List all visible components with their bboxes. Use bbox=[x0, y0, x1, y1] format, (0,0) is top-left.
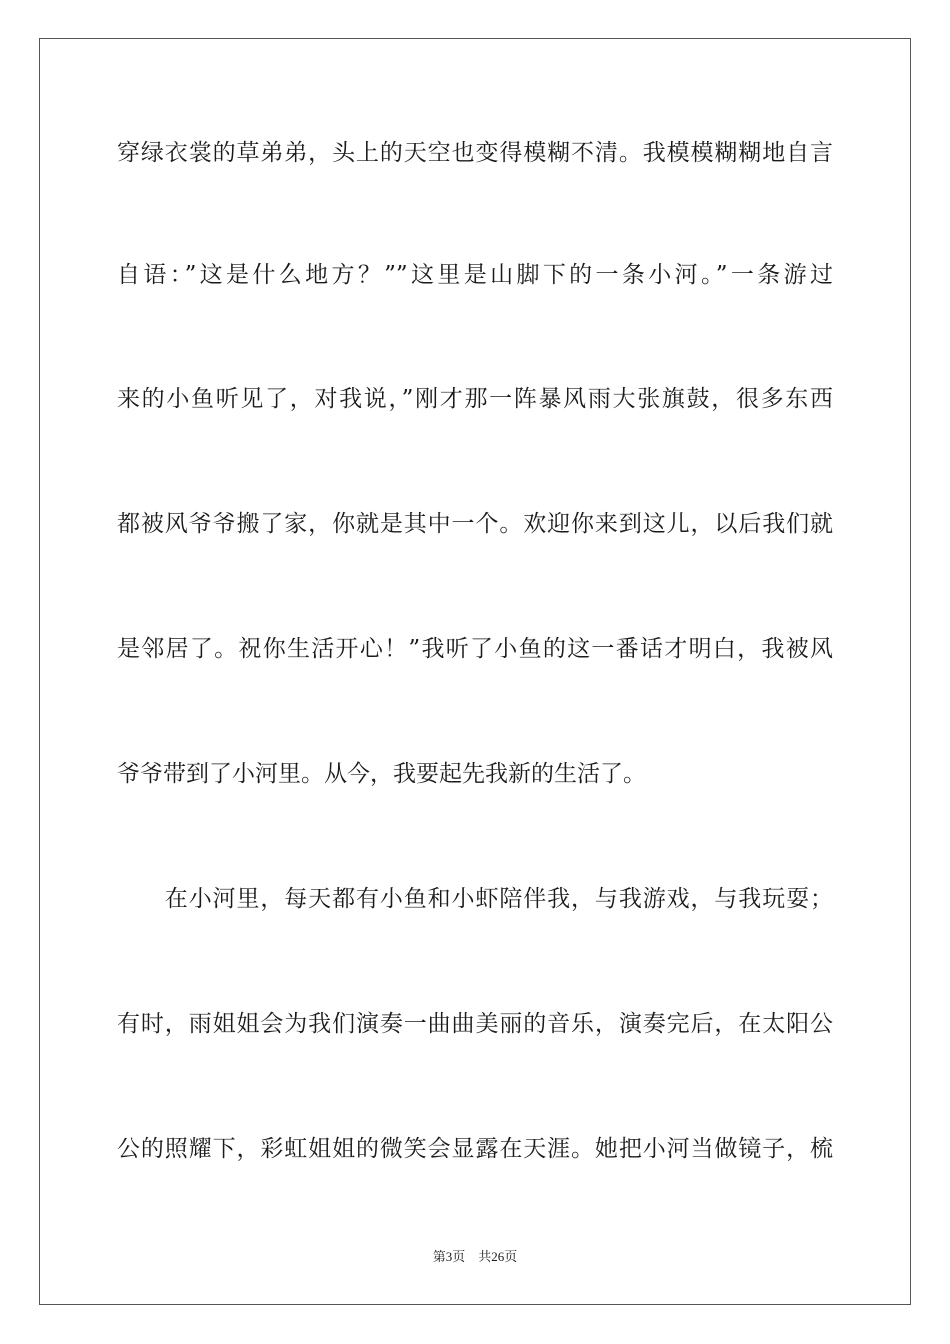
paragraph-line-7: 在小河里，每天都有小鱼和小虾陪伴我，与我游戏，与我玩耍； bbox=[117, 886, 833, 912]
paragraph-line-8: 有时，雨姐姐会为我们演奏一曲曲美丽的音乐，演奏完后，在太阳公 bbox=[117, 1011, 833, 1037]
paragraph-line-1: 穿绿衣裳的草弟弟，头上的天空也变得模糊不清。我模模糊糊地自言 bbox=[117, 140, 833, 166]
paragraph-line-9: 公的照耀下，彩虹姐姐的微笑会显露在天涯。她把小河当做镜子，梳 bbox=[117, 1136, 833, 1162]
page-number-footer: 第3页 共26页 bbox=[432, 1249, 518, 1264]
paragraph-line-2: 自语：”这是什么地方？””这里是山脚下的一条小河。”一条游过 bbox=[117, 262, 833, 288]
paragraph-line-6: 爷爷带到了小河里。从今，我要起先我新的生活了。 bbox=[117, 761, 646, 787]
paragraph-line-5: 是邻居了。祝你生活开心！”我听了小鱼的这一番话才明白，我被风 bbox=[117, 636, 833, 662]
page-border bbox=[39, 38, 911, 1305]
paragraph-line-3: 来的小鱼听见了，对我说，”刚才那一阵暴风雨大张旗鼓，很多东西 bbox=[117, 386, 833, 412]
paragraph-line-4: 都被风爷爷搬了家，你就是其中一个。欢迎你来到这儿，以后我们就 bbox=[117, 511, 833, 537]
